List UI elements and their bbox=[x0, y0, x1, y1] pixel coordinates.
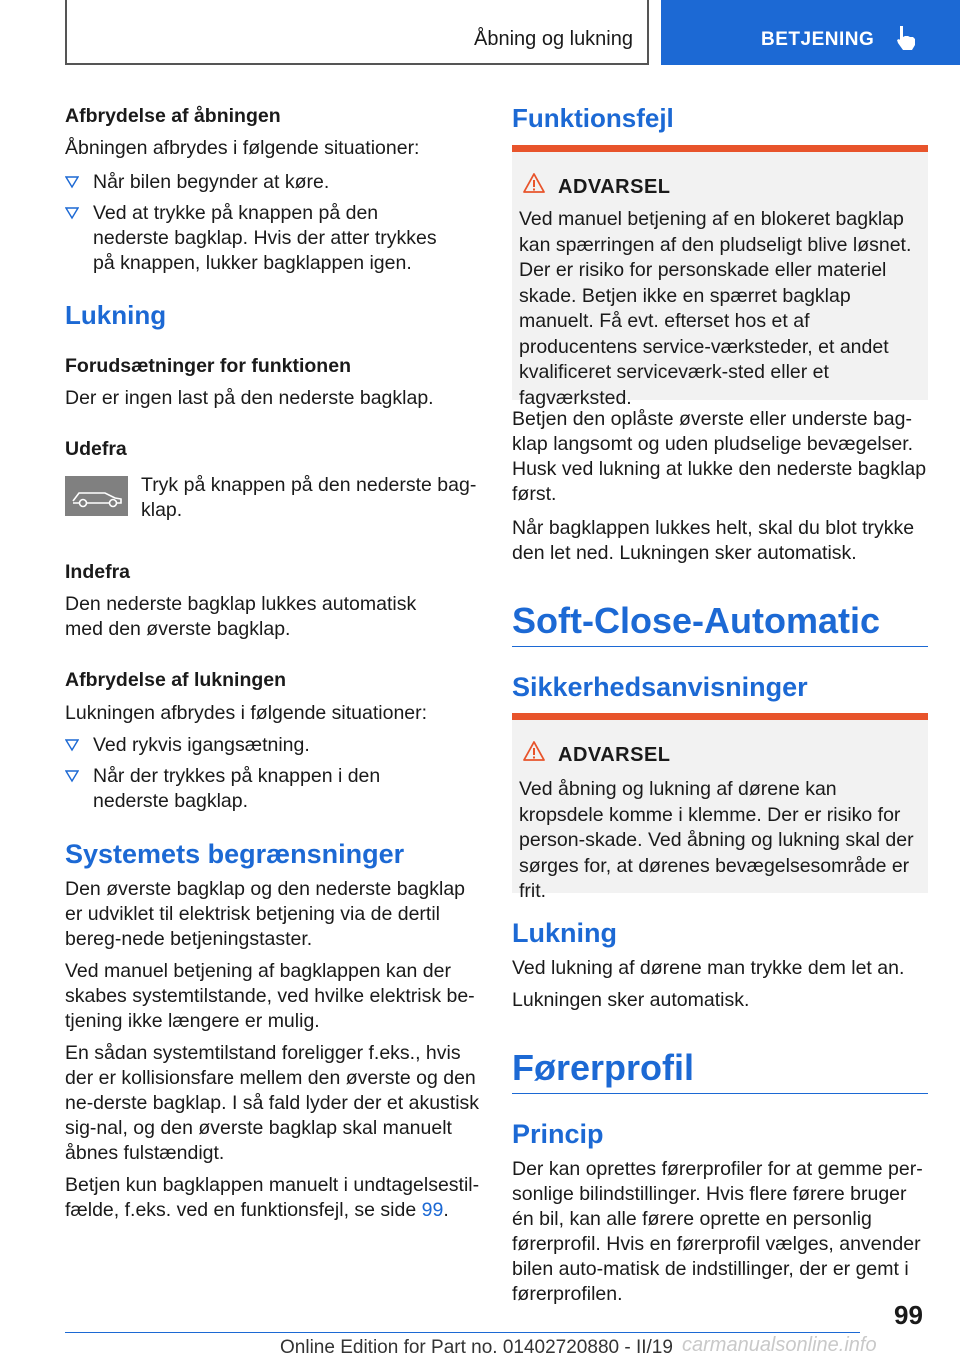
heading-soft-close-automatic: Soft-Close-Automatic bbox=[512, 600, 880, 641]
page-number: 99 bbox=[894, 1300, 923, 1330]
paragraph: Der kan oprettes førerprofiler for at gemme per-sonlige bilindstillinger. Hvis flere førere bruger én bil, kan alle førere oprette en personlig førerprofil. Hvis en førerprofil vælges, anvender bilen auto-matisk de indstillinger, der er gemt i førerprofilen. bbox=[512, 1158, 923, 1305]
heading-afbrydelse-lukning: Afbrydelse af lukningen bbox=[65, 669, 287, 691]
list-item-text: Når der trykkes på knappen i den nederste bagklap. bbox=[93, 765, 381, 812]
header-chapter-box bbox=[65, 0, 649, 65]
warning-box bbox=[512, 713, 928, 902]
heading-forerprofil: Førerprofil bbox=[512, 1047, 695, 1088]
paragraph: Når bagklappen lukkes helt, skal du blot trykke den let ned. Lukningen sker automatisk. bbox=[512, 517, 915, 564]
chapter-title: Åbning og lukning bbox=[473, 28, 633, 50]
paragraph: Åbningen afbrydes i følgende situationer: bbox=[65, 137, 420, 159]
paragraph: Den nederste bagklap lukkes automatisk med den øverste bagklap. bbox=[65, 593, 417, 640]
car-tailgate-button-icon bbox=[65, 476, 128, 516]
heading-afbrydelse-aabning: Afbrydelse af åbningen bbox=[65, 105, 281, 127]
page-link[interactable]: 99 bbox=[421, 1199, 444, 1221]
footer-edition: Online Edition for Part no. 01402720880 - II/19 bbox=[280, 1337, 673, 1358]
heading-princip: Princip bbox=[512, 1119, 604, 1149]
bullet-triangle-icon bbox=[65, 175, 79, 189]
paragraph: Betjen den oplåste øverste eller underste bag-klap langsomt og uden pludselige bevægelser. Husk ved lukning at lukke den nederste bagklap først. bbox=[512, 408, 927, 505]
bullet-triangle-icon bbox=[65, 206, 79, 220]
footer-rule bbox=[65, 1332, 860, 1333]
warning-text: Ved åbning og lukning af dørene kan kropsdele komme i klemme. Der er risiko for person-skade. Ved åbning og lukning skal der sørges for, at dørenes bevægelsesområde er frit. bbox=[519, 778, 914, 902]
paragraph: Ved lukning af dørene man trykke dem let an. bbox=[512, 957, 905, 979]
list-item-text: Ved at trykke på knappen på den nederste bagklap. Hvis der atter trykkes på knappen, lukker bagklappen igen. bbox=[93, 202, 437, 274]
heading-systemets-begraensninger: Systemets begrænsninger bbox=[65, 839, 405, 869]
paragraph: Lukningen sker automatisk. bbox=[512, 989, 750, 1011]
bullet-triangle-icon bbox=[65, 769, 79, 783]
paragraph: Tryk på knappen på den nederste bag-klap. bbox=[141, 474, 477, 521]
warning-text: Ved manuel betjening af en blokeret bagklap kan spærringen af den pludseligt blive løsnet. Der er risiko for personskade eller materiel skade. Betjen ikke en spærret bagklap manuelt. Få evt. efterset hos et af producentens service-værksteder, et andet kvalificeret serviceværk-sted eller et fagværksted. bbox=[519, 208, 912, 409]
paragraph: Ved manuel betjening af bagklappen kan der skabes systemtilstande, ved hvilke elektrisk be-tjening ikke længere er mulig. bbox=[65, 960, 475, 1032]
heading-rule bbox=[512, 646, 928, 647]
list-item-text: Ved rykvis igangsætning. bbox=[93, 734, 310, 756]
heading-indefra: Indefra bbox=[65, 561, 131, 583]
heading-udefra: Udefra bbox=[65, 438, 127, 460]
heading-rule bbox=[512, 1093, 928, 1094]
bullet-triangle-icon bbox=[65, 738, 79, 752]
warning-triangle-icon bbox=[522, 172, 546, 194]
warning-title: ADVARSEL bbox=[558, 744, 671, 766]
heading-lukning: Lukning bbox=[65, 300, 167, 330]
warning-box bbox=[512, 145, 928, 409]
header-section-tab[interactable] bbox=[661, 0, 960, 65]
heading-forudsaetninger: Forudsætninger for funktionen bbox=[65, 355, 351, 377]
paragraph: Den øverste bagklap og den nederste bagklap er udviklet til elektrisk betjening via de dertil bereg-nede betjeningstaster. bbox=[65, 878, 466, 950]
heading-funktionsfejl: Funktionsfejl bbox=[512, 103, 674, 133]
paragraph: En sådan systemtilstand foreligger f.eks., hvis der er kollisionsfare mellem den øverste og den ne-derste bagklap. I så fald lyder der et akustisk sig-nal, og den øverste bagklap skal manuelt åbnes fulstændigt. bbox=[65, 1042, 480, 1164]
paragraph-text: Betjen kun bagklappen manuelt i undtagelsestil-fælde, f.eks. ved en funktionsfejl, se side bbox=[65, 1174, 480, 1221]
list-item-text: Når bilen begynder at køre. bbox=[93, 171, 330, 193]
warning-title: ADVARSEL bbox=[558, 176, 671, 198]
paragraph-end: . bbox=[443, 1199, 449, 1221]
warning-triangle-icon bbox=[522, 740, 546, 762]
section-label: BETJENING bbox=[761, 29, 875, 50]
pointing-hand-icon bbox=[895, 25, 917, 51]
heading-lukning-right: Lukning bbox=[512, 918, 617, 948]
watermark: carmanualsonline.info bbox=[682, 1334, 877, 1356]
heading-sikkerhedsanvisninger: Sikkerhedsanvisninger bbox=[512, 672, 808, 702]
paragraph: Der er ingen last på den nederste bagklap. bbox=[65, 387, 434, 409]
paragraph bbox=[65, 1173, 481, 1223]
paragraph: Lukningen afbrydes i følgende situationer: bbox=[65, 702, 428, 724]
